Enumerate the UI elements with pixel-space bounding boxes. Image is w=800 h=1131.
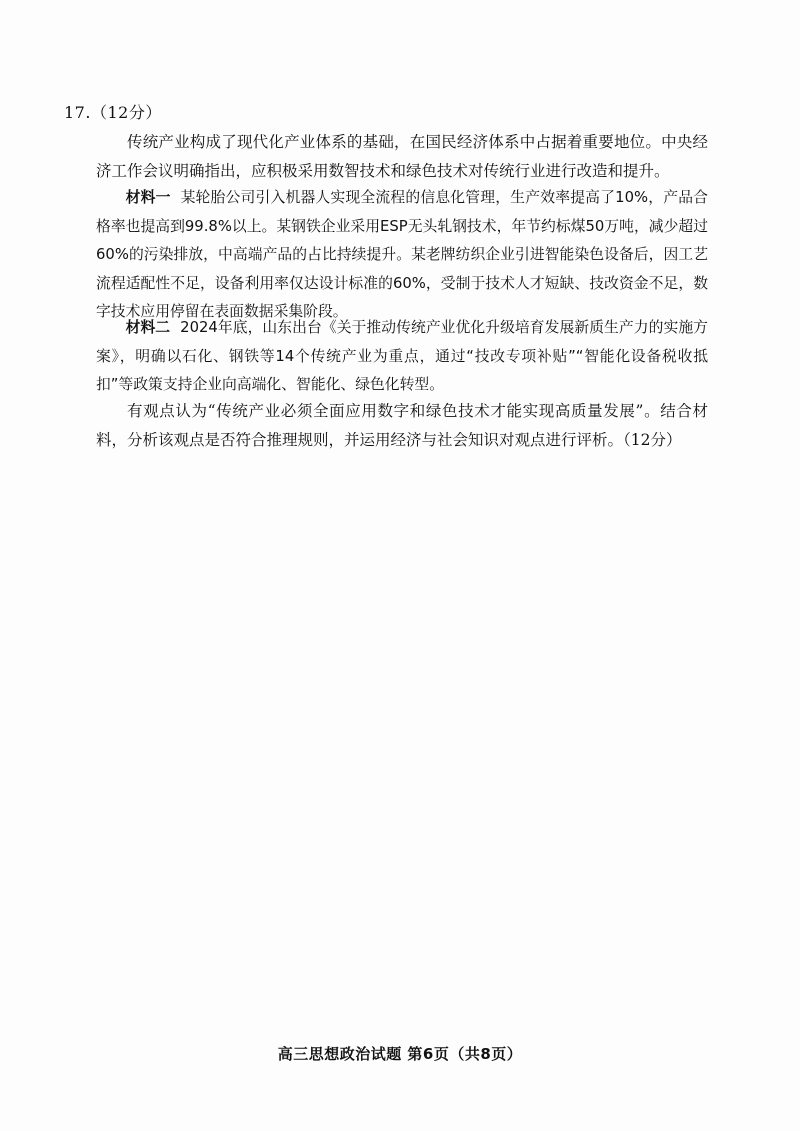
material-1-label: 材料一 — [125, 189, 171, 206]
question-score: （12分） — [90, 103, 162, 122]
material-1 — [96, 184, 708, 327]
material-2-label: 材料二 — [125, 319, 171, 336]
material-2 — [96, 314, 708, 400]
page-footer: 高三思想政治试题 第6页（共8页） — [277, 1045, 523, 1063]
task-paragraph — [96, 397, 708, 454]
material-2-text: 2024年底，山东出台《关于推动传统产业优化升级培育发展新质生产力的实施方案》，明确以石化、钢铁等14个传统产业为重点，通过“技改专项补贴”“智能化设备税收抵扣”等政策支持企业向高端化、智能化、绿色化转型。 — [96, 319, 708, 393]
question-number: 17. — [64, 103, 91, 122]
intro-paragraph — [96, 128, 708, 185]
question-header — [64, 100, 162, 123]
material-1-text: 某轮胎公司引入机器人实现全流程的信息化管理，生产效率提高了10%，产品合格率也提高到99.8%以上。某钢铁企业采用ESP无头轧钢技术，年节约标煤50万吨，减少超过60%的污染排放，中高端产品的占比持续提升。某老牌纺织企业引进智能染色设备后，因工艺流程适配性不足，设备利用率仅达设计标准的60%，受制于技术人才短缺、技改资金不足，数字技术应用停留在表面数据采集阶段。 — [96, 189, 708, 320]
task-text: 有观点认为“传统产业必须全面应用数字和绿色技术才能实现高质量发展”。结合材料，分析该观点是否符合推理规则，并运用经济与社会知识对观点进行评析。（12分） — [96, 402, 708, 449]
intro-text: 传统产业构成了现代化产业体系的基础，在国民经济体系中占据着重要地位。中央经济工作会议明确指出，应积极采用数智技术和绿色技术对传统行业进行改造和提升。 — [96, 133, 708, 180]
